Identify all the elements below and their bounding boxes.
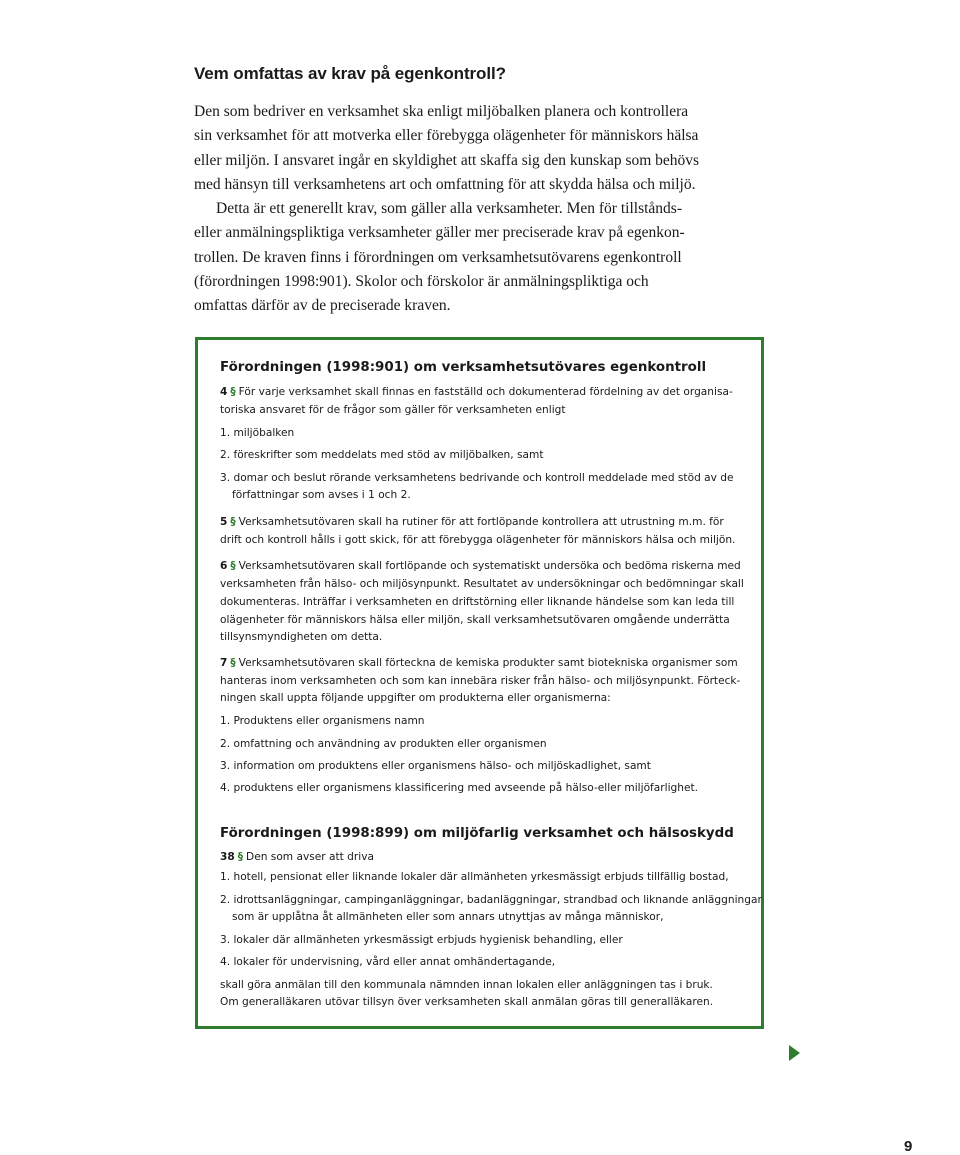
list-item: 1. miljöbalken — [220, 427, 295, 439]
closing-line: Om generalläkaren utövar tillsyn över verksamheten skall anmälan göras till generalläkaren. — [220, 996, 714, 1008]
section-sign-icon: § — [230, 516, 236, 528]
section-text: Verksamhetsutövaren skall fortlöpande och systematiskt undersöka och bedöma riskerna med — [238, 560, 741, 572]
section-38-line — [220, 850, 374, 864]
list-item: 2. omfattning och användning av produkten eller organismen — [220, 738, 547, 750]
list-item: 3. lokaler där allmänheten yrkesmässigt erbjuds hygienisk behandling, eller — [220, 934, 623, 946]
section-4-line — [220, 385, 733, 399]
section-7-line: hanteras inom verksamheten och som kan innebära risker från hälso- och miljösynpunkt. Förteck- — [220, 675, 741, 687]
list-item: 4. lokaler för undervisning, vård eller annat omhändertagande, — [220, 956, 556, 968]
section-6-line: olägenheter för människors hälsa eller miljön, skall verksamhetsutövaren omgående underrätta — [220, 614, 730, 626]
section-6-line: dokumenteras. Inträffar i verksamheten en driftstörning eller liknande händelse som kan leda till — [220, 596, 735, 608]
text-line: omfattas därför av de preciserade kraven. — [194, 297, 451, 315]
section-text: Verksamhetsutövaren skall förteckna de kemiska produkter samt biotekniska organismer som — [238, 657, 738, 669]
text-line: Den som bedriver en verksamhet ska enligt miljöbalken planera och kontrollera — [194, 103, 689, 120]
regulation-box — [195, 337, 764, 1029]
intro-text — [194, 100, 774, 319]
text-line: Detta är ett generellt krav, som gäller alla verksamheter. Men för tillstånds- — [216, 200, 682, 218]
section-6-line: tillsynsmyndigheten om detta. — [220, 631, 383, 643]
list-item: 4. produktens eller organismens klassificering med avseende på hälso-eller miljöfarlighet. — [220, 782, 698, 794]
section-6-line — [220, 559, 741, 573]
law-title-1998-899: Förordningen (1998:899) om miljöfarlig verksamhet och hälsoskydd — [220, 826, 734, 841]
section-sign-icon: § — [230, 657, 236, 669]
section-5-line: drift och kontroll hålls i gott skick, för att förebygga olägenheter för människors hälsa och miljön. — [220, 534, 736, 546]
section-heading: Vem omfattas av krav på egenkontroll? — [194, 64, 506, 83]
section-number: 6 — [220, 560, 228, 572]
section-number: 38 — [220, 851, 235, 863]
section-sign-icon: § — [237, 851, 244, 863]
list-item-continued: som är upplåtna åt allmänheten eller som annars utnyttjas av många människor, — [232, 911, 664, 923]
section-4-line: toriska ansvaret för de frågor som gäller för verksamheten enligt — [220, 404, 566, 416]
section-5-line — [220, 515, 724, 529]
list-item: 1. Produktens eller organismens namn — [220, 715, 425, 727]
text-line: sin verksamhet för att motverka eller förebygga olägenheter för människors hälsa — [194, 127, 699, 145]
section-7-line — [220, 656, 738, 670]
page-number: 9 — [904, 1138, 913, 1155]
list-item: 3. domar och beslut rörande verksamhetens bedrivande och kontroll meddelade med stöd av de — [220, 472, 734, 484]
section-number: 4 — [220, 386, 228, 398]
list-item: 1. hotell, pensionat eller liknande lokaler där allmänheten yrkesmässigt erbjuds tillfällig bostad, — [220, 871, 729, 883]
section-text: Den som avser att driva — [246, 851, 374, 863]
section-text: Verksamhetsutövaren skall ha rutiner för att fortlöpande kontrollera att utrustning m.m. för — [238, 516, 724, 528]
text-line: eller miljön. I ansvaret ingår en skyldighet att skaffa sig den kunskap som behövs — [194, 151, 700, 169]
section-number: 7 — [220, 657, 228, 669]
section-6-line: verksamheten från hälso- och miljösynpunkt. Resultatet av undersökningar och bedömningar skall — [220, 578, 744, 590]
closing-line: skall göra anmälan till den kommunala nämnden innan lokalen eller anläggningen tas i bruk. — [220, 979, 713, 991]
section-sign-icon: § — [230, 386, 236, 398]
triangle-right-icon — [789, 1045, 800, 1061]
list-item: 3. information om produktens eller organismens hälso- och miljöskadlighet, samt — [220, 760, 651, 772]
list-item: 2. föreskrifter som meddelats med stöd av miljöbalken, samt — [220, 449, 544, 461]
text-line: med hänsyn till verksamhetens art och omfattning för att skydda hälsa och miljö. — [194, 175, 696, 193]
text-line: eller anmälningspliktiga verksamheter gäller mer preciserade krav på egenkon- — [194, 224, 685, 242]
section-7-line: ningen skall uppta följande uppgifter om produkterna eller organismerna: — [220, 692, 611, 704]
text-line: (förordningen 1998:901). Skolor och förskolor är anmälningspliktiga och — [194, 273, 649, 291]
section-number: 5 — [220, 516, 228, 528]
list-item-continued: författningar som avses i 1 och 2. — [232, 489, 411, 501]
section-text: För varje verksamhet skall finnas en fastställd och dokumenterad fördelning av det organisa- — [238, 386, 733, 398]
law-title-1998-901: Förordningen (1998:901) om verksamhetsutövares egenkontroll — [220, 360, 707, 375]
list-item: 2. idrottsanläggningar, campinganläggningar, badanläggningar, strandbad och liknande anläggningar — [220, 894, 762, 906]
section-sign-icon: § — [230, 560, 236, 572]
text-line: trollen. De kraven finns i förordningen om verksamhetsutövarens egenkontroll — [194, 248, 682, 266]
